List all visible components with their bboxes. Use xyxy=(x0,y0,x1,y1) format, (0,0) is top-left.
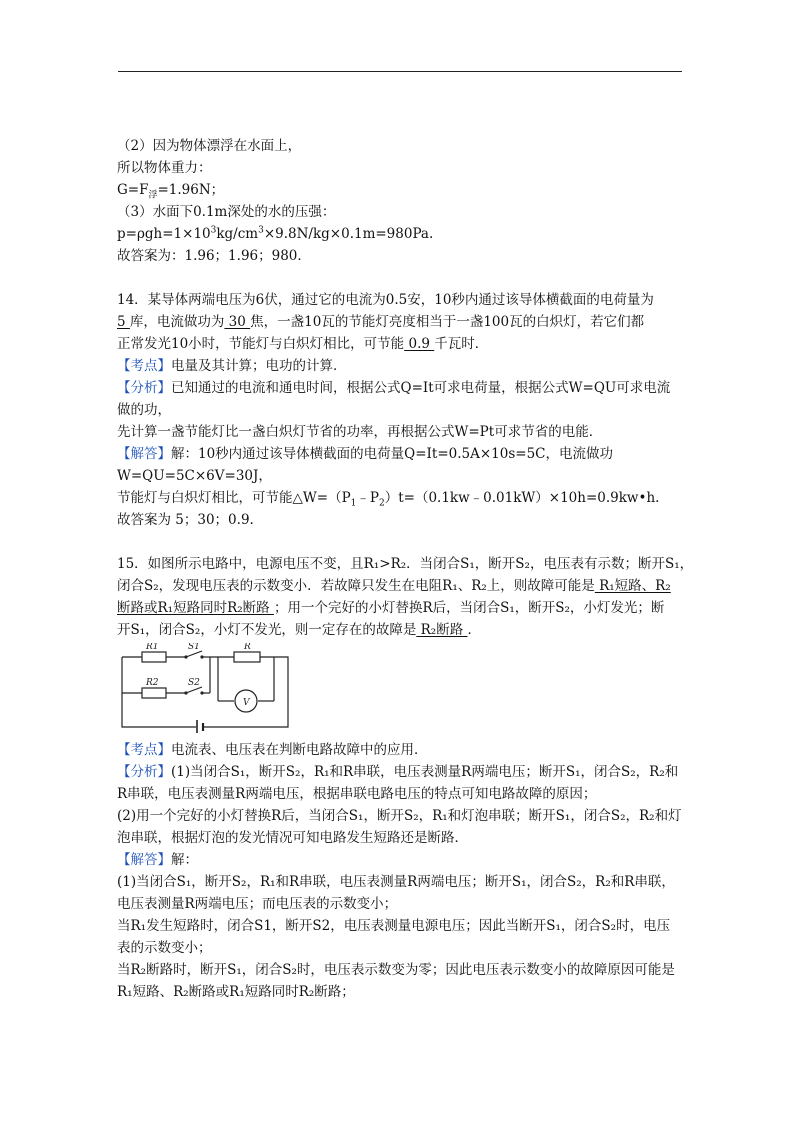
q14-jieda-4: 故答案为 5；30；0.9. xyxy=(117,512,254,528)
label-v: V xyxy=(243,698,250,708)
q15-jieda-4: 表的示数变小； xyxy=(117,940,212,956)
q13-line-6: 故答案为：1.96；1.96；980． xyxy=(117,248,311,264)
q14-jieda-3: 节能灯与白炽灯相比，可节能$\triangle W=(P_1﹣P_2)t=(0.1kw﹣0.01kW)\times 10h=0.9kw•h$. xyxy=(117,490,660,509)
q13-line-5: $p=\rho gh=1\times 10^3kg/cm^3\times 9.8N/kg\times 0.1m=980Pa$. xyxy=(117,225,434,242)
q14-fenxi-3: 先计算一盏节能灯比一盏白炽灯节省的功率，再根据公式W=Pt可求节省的电能． xyxy=(117,424,603,440)
label-r2: R2 xyxy=(146,678,159,688)
q14-fenxi-1: 【分析】已知通过的电流和通电时间，根据公式Q=It可求电荷量，根据公式W=QU可求电流 xyxy=(117,380,671,396)
q14-fenxi-2: 做的功， xyxy=(117,402,171,418)
label-r1: R1 xyxy=(146,643,159,652)
q15-fenxi-3: (2)用一个完好的小灯替换R后，当闭合S₁，断开S₂，R₁和灯泡串联；断开S₁，闭合S₂，R₂和灯 xyxy=(117,808,682,824)
jieda-tag: 【解答】 xyxy=(117,446,171,462)
fenxi-tag: 【分析】 xyxy=(117,380,171,396)
q15-line-4: 开S₁，闭合S₂，小灯不发光，则一定存在的故障是 R₂断路 ． xyxy=(117,622,481,638)
header-rule xyxy=(118,71,682,72)
circuit-diagram xyxy=(118,643,298,733)
label-s2: S2 xyxy=(188,678,200,688)
q15-jieda-6: R₁短路、R₂断路或R₁短路同时R₂断路； xyxy=(117,984,355,1000)
q13-line-3: $G=F_浮=1.96N$； xyxy=(117,182,225,201)
kaodian-tag: 【考点】 xyxy=(117,358,171,374)
r2-resistor xyxy=(142,688,166,698)
q15-fenxi-4: 泡串联，根据灯泡的发光情况可知电路发生短路还是断路． xyxy=(117,830,468,846)
label-r: R xyxy=(244,643,251,652)
q15-kaodian: 【考点】电流表、电压表在判断电路故障中的应用． xyxy=(117,742,428,758)
r-resistor xyxy=(234,652,260,662)
document-body xyxy=(117,135,694,1003)
q13-line-4: （3）水面下0.1m深处的水的压强： xyxy=(117,204,336,220)
q15-jieda-3: 当R₁发生短路时，闭合S1，断开S2，电压表测量电源电压；因此当断开S₁，闭合S₂时，电压 xyxy=(117,918,671,934)
q15-fenxi-1: 【分析】(1)当闭合S₁，断开S₂，R₁和R串联，电压表测量R两端电压；断开S₁，闭合S₂，R₂和 xyxy=(117,764,679,780)
q14-jieda-1: 【解答】解：10秒内通过该导体横截面的电荷量Q=It=0.5A×10s=5C，电流做功 xyxy=(117,446,613,462)
q15-line-3: 断路或R₁短路同时R₂断路 ；用一个完好的小灯替换R后，当闭合S₁，断开S₂，小灯发光；断 xyxy=(117,600,665,616)
q15-line-2: 闭合S₂，发现电压表的示数变小．若故障只发生在电阻R₁、R₂上，则故障可能是 R₁短路、R₂ xyxy=(117,578,671,594)
q14-line-2: 5 库，电流做功为 30 焦，一盏10瓦的节能灯亮度相当于一盏100瓦的白炽灯，若它们都 xyxy=(117,314,645,330)
q15-jieda-1: (1)当闭合S₁，断开S₂，R₁和R串联，电压表测量R两端电压；断开S₁，闭合S₂，R₂和R串联， xyxy=(117,874,675,890)
label-s1: S1 xyxy=(188,643,200,652)
q15-jieda-5: 当R₂断路时，断开S₁，闭合S₂时，电压表示数变为零；因此电压表示数变小的故障原因可能是 xyxy=(117,962,675,978)
q14-line-1: 14．某导体两端电压为6伏，通过它的电流为0.5安，10秒内通过该导体横截面的电荷量为 xyxy=(117,292,654,308)
q15-jieda-0: 【解答】解： xyxy=(117,852,198,868)
q15-jieda-2: 电压表测量R两端电压；而电压表的示数变小； xyxy=(117,896,398,912)
q15-fenxi-2: R串联，电压表测量R两端电压，根据串联电路电压的特点可知电路故障的原因； xyxy=(117,786,597,802)
jieda-tag: 【解答】 xyxy=(117,852,171,868)
q14-kaodian: 【考点】电量及其计算；电功的计算． xyxy=(117,358,347,374)
q13-line-2: 所以物体重力： xyxy=(117,160,212,176)
q14-jieda-2: W=QU=5C×6V=30J， xyxy=(117,468,272,484)
q15-line-1: 15．如图所示电路中，电源电压不变，且R₁>R₂．当闭合S₁，断开S₂，电压表有示数；断开S₁， xyxy=(117,556,694,572)
r1-resistor xyxy=(142,652,166,662)
q13-line-1: （2）因为物体漂浮在水面上， xyxy=(117,138,302,154)
fenxi-tag: 【分析】 xyxy=(117,764,171,780)
kaodian-tag: 【考点】 xyxy=(117,742,171,758)
q14-line-3: 正常发光10小时，节能灯与白炽灯相比，可节能 0.9 千瓦时． xyxy=(117,336,489,352)
